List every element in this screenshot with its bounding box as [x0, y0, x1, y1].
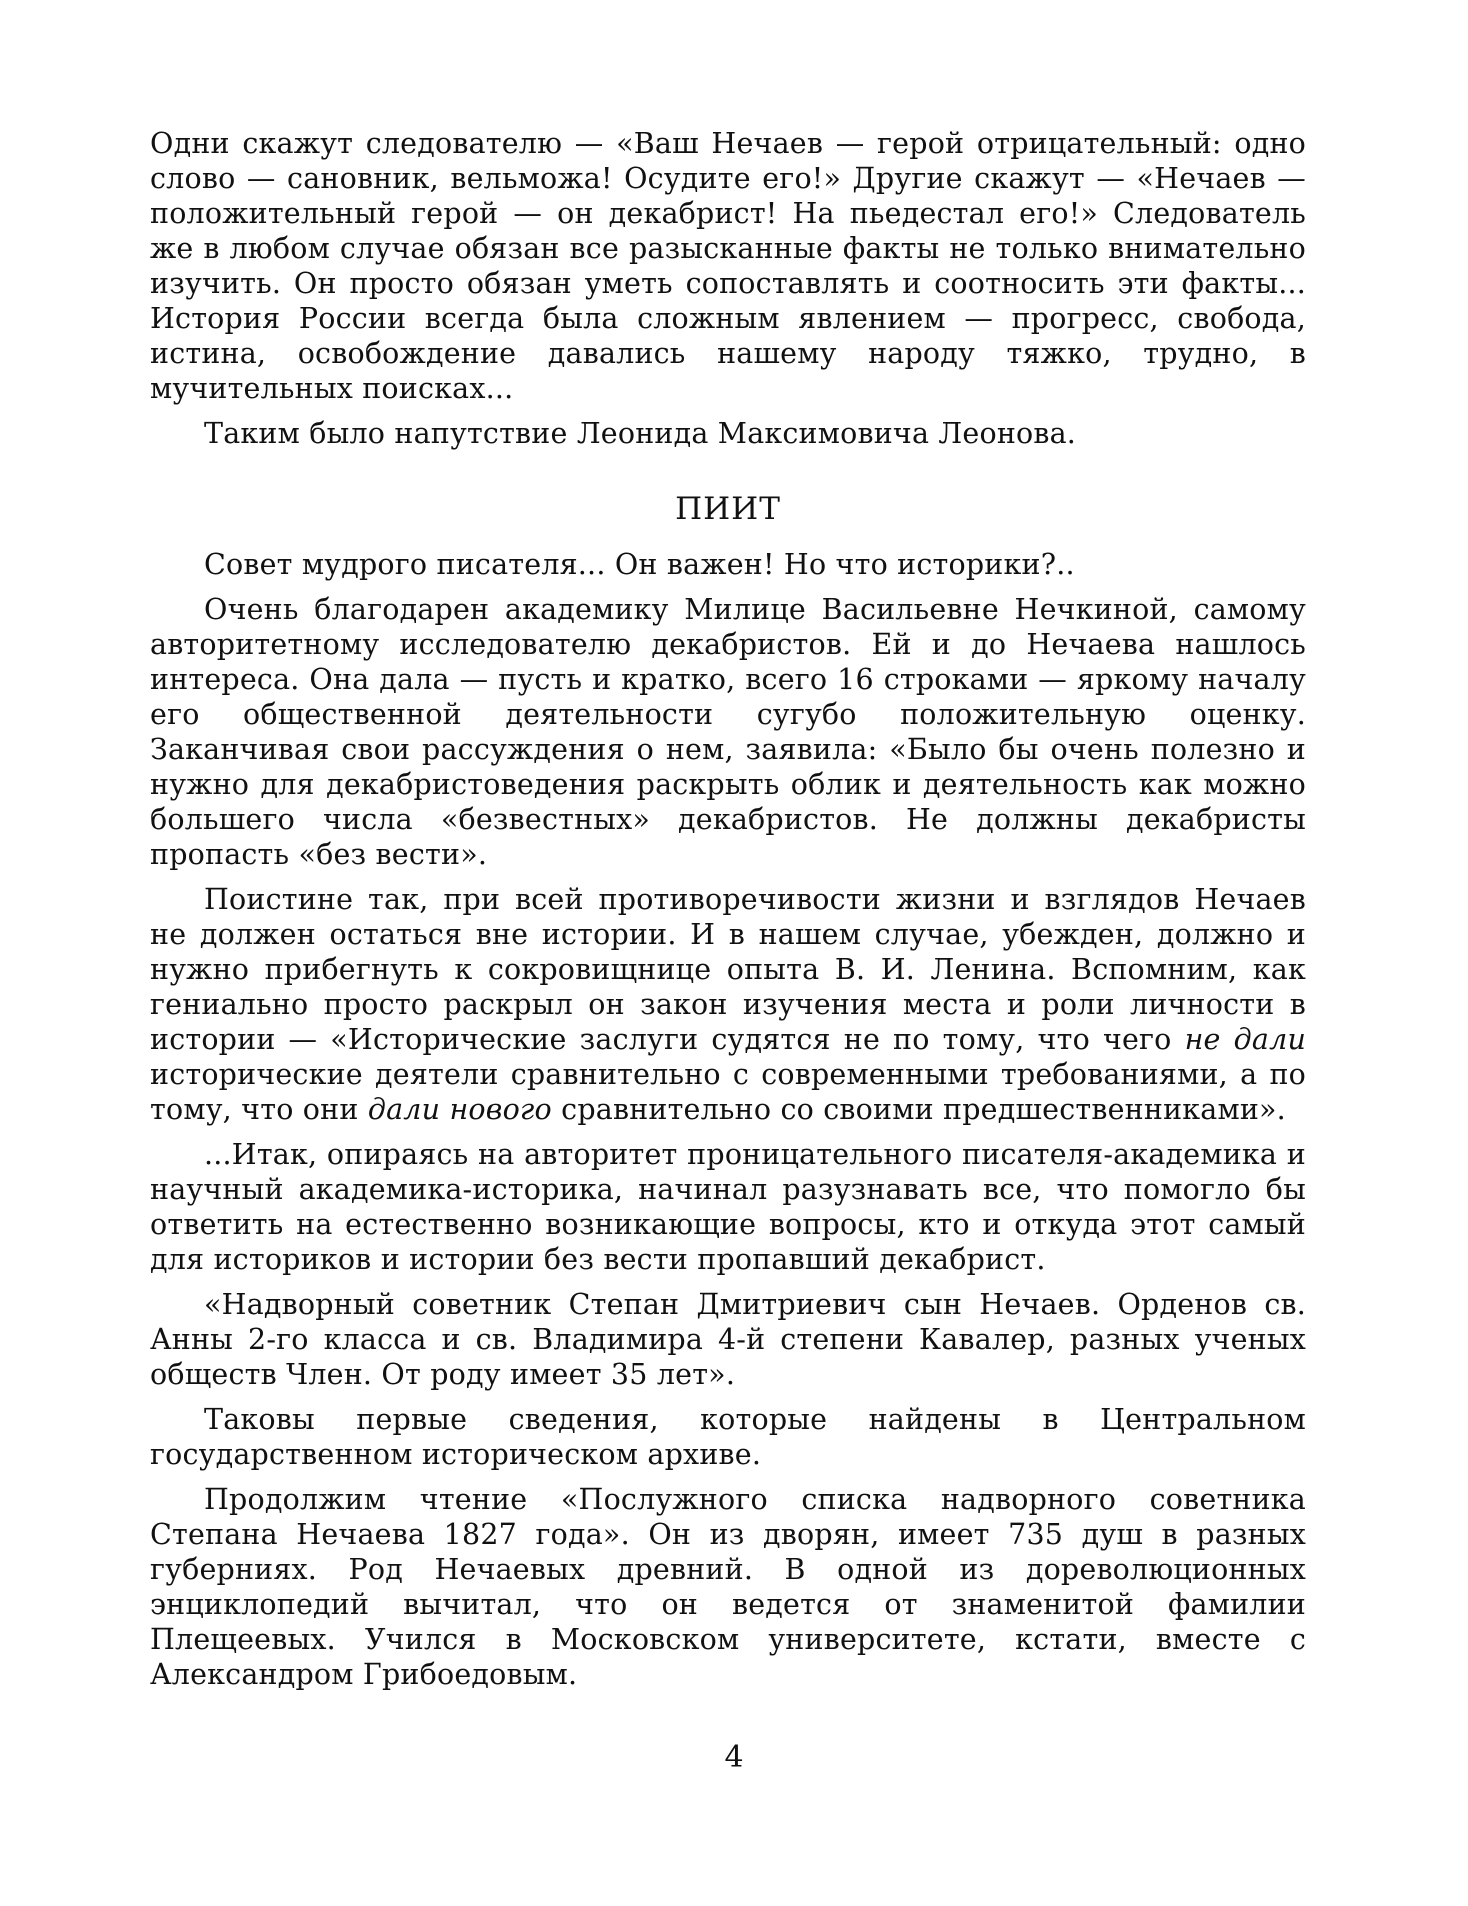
- paragraph-leonov: Таким было напутствие Леонида Максимовича Леонова.: [204, 417, 1077, 450]
- page-body: [150, 126, 1306, 1702]
- lenin-text-2: исторические деятели сравнительно с современными требованиями, а по тому, что они: [150, 1058, 1306, 1126]
- paragraph-opening: Одни скажут следователю — «Ваш Нечаев — герой отрицательный: одно слово — сановник, вельможа! Осудите его!» Другие скажут — «Нечаев — положительный герой — он декабрист! На пьедестал его!» Следователь же в любом случае обязан все разысканные факты не только внимательно изучить. Он просто обязан уметь сопоставлять и соотносить эти факты... История России всегда была сложным явлением — прогресс, свобода, истина, освобождение давались нашему народу тяжко, трудно, в мучительных поисках...: [150, 127, 1306, 405]
- lenin-text-3: сравнительно со своими предшественниками».: [561, 1093, 1286, 1126]
- paragraph-archive: Таковы первые сведения, которые найдены в Центральном государственном историческом архиве.: [150, 1403, 1306, 1471]
- page-number: 4: [724, 1740, 744, 1775]
- paragraph-quote: «Надворный советник Степан Дмитриевич сын Нечаев. Орденов св. Анны 2-го класса и св. Владимира 4-й степени Кавалер, разных ученых обществ Член. От роду имеет 35 лет».: [150, 1288, 1306, 1391]
- lenin-text-1: Поистине так, при всей противоречивости жизни и взглядов Нечаев не должен остаться вне истории. И в нашем случае, убежден, должно и нужно прибегнуть к сокровищнице опыта В. И. Ленина. Вспомним, как гениально просто раскрыл он закон изучения места и роли личности в истории — «Исторические заслуги судятся не по тому, что чего: [150, 883, 1306, 1056]
- paragraph-service-record: Продолжим чтение «Послужного списка надворного советника Степана Нечаева 1827 года». Он из дворян, имеет 735 душ в разных губерниях. Род Нечаевых древний. В одной из дореволюционных энциклопедий вычитал, что он ведется от знаменитой фамилии Плещеевых. Учился в Московском университете, кстати, вместе с Александром Грибоедовым.: [150, 1483, 1306, 1691]
- lenin-emphasis-2: дали нового: [367, 1093, 552, 1126]
- lenin-emphasis-1: не дали: [1184, 1023, 1306, 1056]
- paragraph-advice: Совет мудрого писателя... Он важен! Но что историки?..: [204, 548, 1075, 581]
- section-heading: ПИИТ: [675, 491, 781, 527]
- paragraph-lenin: [150, 882, 1306, 1127]
- paragraph-inquiry: ...Итак, опираясь на авторитет проницательного писателя-академика и научный академика-историка, начинал разузнавать все, что помогло бы ответить на естественно возникающие вопросы, кто и откуда этот самый для историков и истории без вести пропавший декабрист.: [150, 1138, 1306, 1276]
- paragraph-nechkina: Очень благодарен академику Милице Васильевне Нечкиной, самому авторитетному исследователю декабристов. Ей и до Нечаева нашлось интереса. Она дала — пусть и кратко, всего 16 строками — яркому началу его общественной деятельности сугубо положительную оценку. Заканчивая свои рассуждения о нем, заявила: «Было бы очень полезно и нужно для декабристоведения раскрыть облик и деятельность как можно большего числа «безвестных» декабристов. Не должны декабристы пропасть «без вести».: [150, 593, 1306, 871]
